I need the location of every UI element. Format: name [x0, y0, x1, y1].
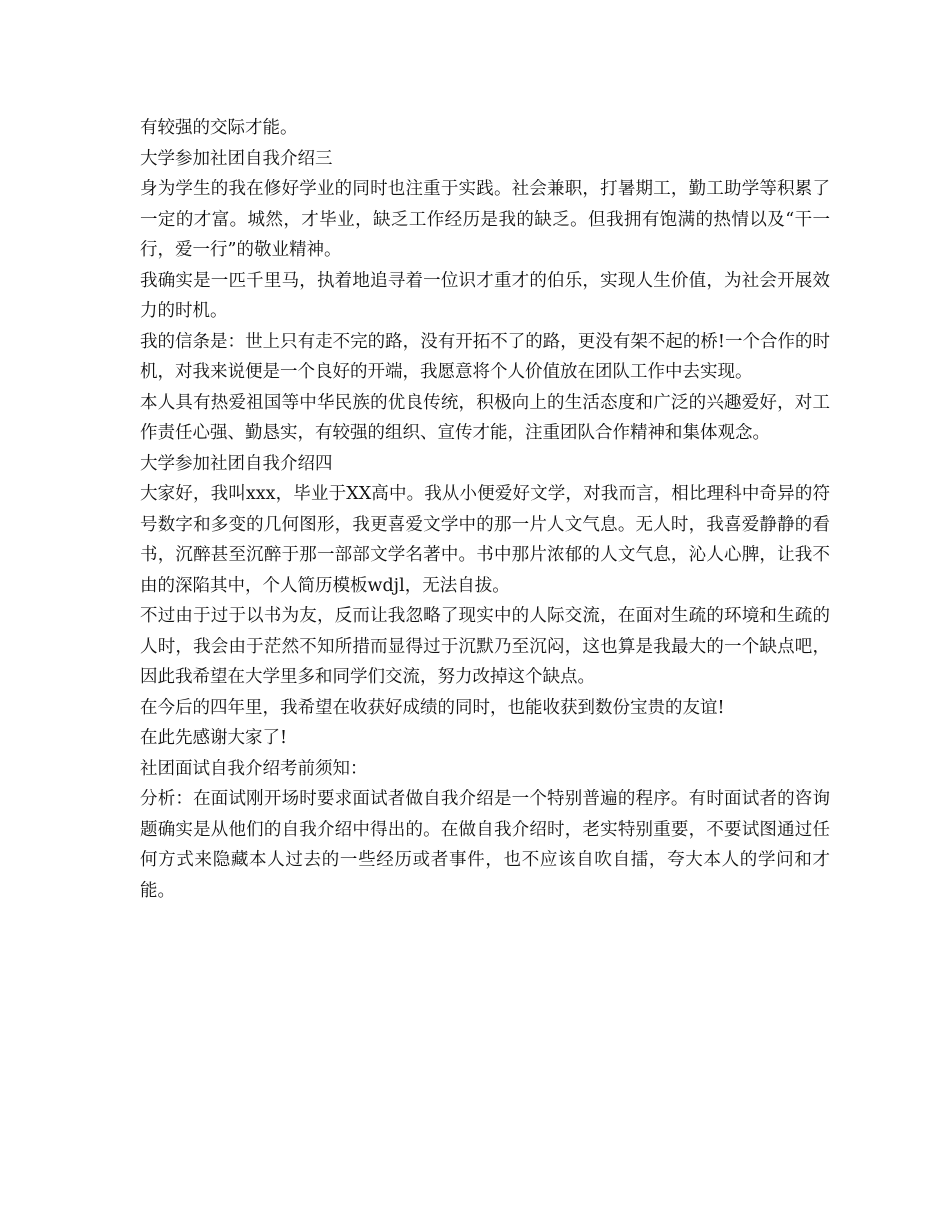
- paragraph-intro-end: 有较强的交际才能。: [140, 118, 298, 138]
- paragraph-shortcoming: 不过由于过于以书为友，反而让我忽略了现实中的人际交流，在面对生疏的环境和生疏的人时，我会由于茫然不知所措而显得过于沉默乃至沉闷，这也算是我最大的一个缺点吧，因此我希望在大学里多和同学们交流，努力改掉这个缺点。: [140, 606, 830, 687]
- section-heading-three: 大学参加社团自我介绍三: [140, 148, 333, 169]
- paragraph-thanks: 在此先感谢大家了!: [140, 728, 288, 748]
- paragraph-four-years: 在今后的四年里，我希望在收获好成绩的同时，也能收获到数份宝贵的友谊!: [140, 697, 725, 718]
- paragraph-motto: 我的信条是：世上只有走不完的路，没有开拓不了的路，更没有架不起的桥!一个合作的时机，对我来说便是一个良好的开端，我愿意将个人价值放在团队工作中去实现。: [140, 331, 830, 382]
- section-heading-notes: 社团面试自我介绍考前须知：: [140, 758, 368, 779]
- section-heading-four: 大学参加社团自我介绍四: [140, 453, 333, 474]
- paragraph-practice: 身为学生的我在修好学业的同时也注重于实践。社会兼职，打暑期工，勤工助学等积累了一定的才富。城然，才毕业，缺乏工作经历是我的缺乏。但我拥有饱满的热情以及“干一行，爱一行”的敬业精神。: [140, 179, 830, 260]
- paragraph-qualities: 本人具有热爱祖国等中华民族的优良传统，积极向上的生活态度和广泛的兴趣爱好，对工作责任心强、勤恳实，有较强的组织、宣传才能，注重团队合作精神和集体观念。: [140, 392, 830, 443]
- document-body: [140, 113, 830, 906]
- paragraph-analysis: 分析：在面试刚开场时要求面试者做自我介绍是一个特别普遍的程序。有时面试者的咨询题确实是从他们的自我介绍中得出的。在做自我介绍时，老实特别重要，不要试图通过任何方式来隐藏本人过去的一些经历或者事件，也不应该自吹自擂，夸大本人的学问和才能。: [140, 789, 830, 901]
- paragraph-greeting: 大家好，我叫xxx，毕业于XX高中。我从小便爱好文学，对我而言，相比理科中奇异的符号数字和多变的几何图形，我更喜爱文学中的那一片人文气息。无人时，我喜爱静静的看书，沉醉甚至沉醉于那一部部文学名著中。书中那片浓郁的人文气息，沁人心脾，让我不由的深陷其中，个人简历模板wdjl，无法自拔。: [140, 484, 830, 596]
- paragraph-thoroughbred: 我确实是一匹千里马，执着地追寻着一位识才重才的伯乐，实现人生价值，为社会开展效力的时机。: [140, 270, 830, 321]
